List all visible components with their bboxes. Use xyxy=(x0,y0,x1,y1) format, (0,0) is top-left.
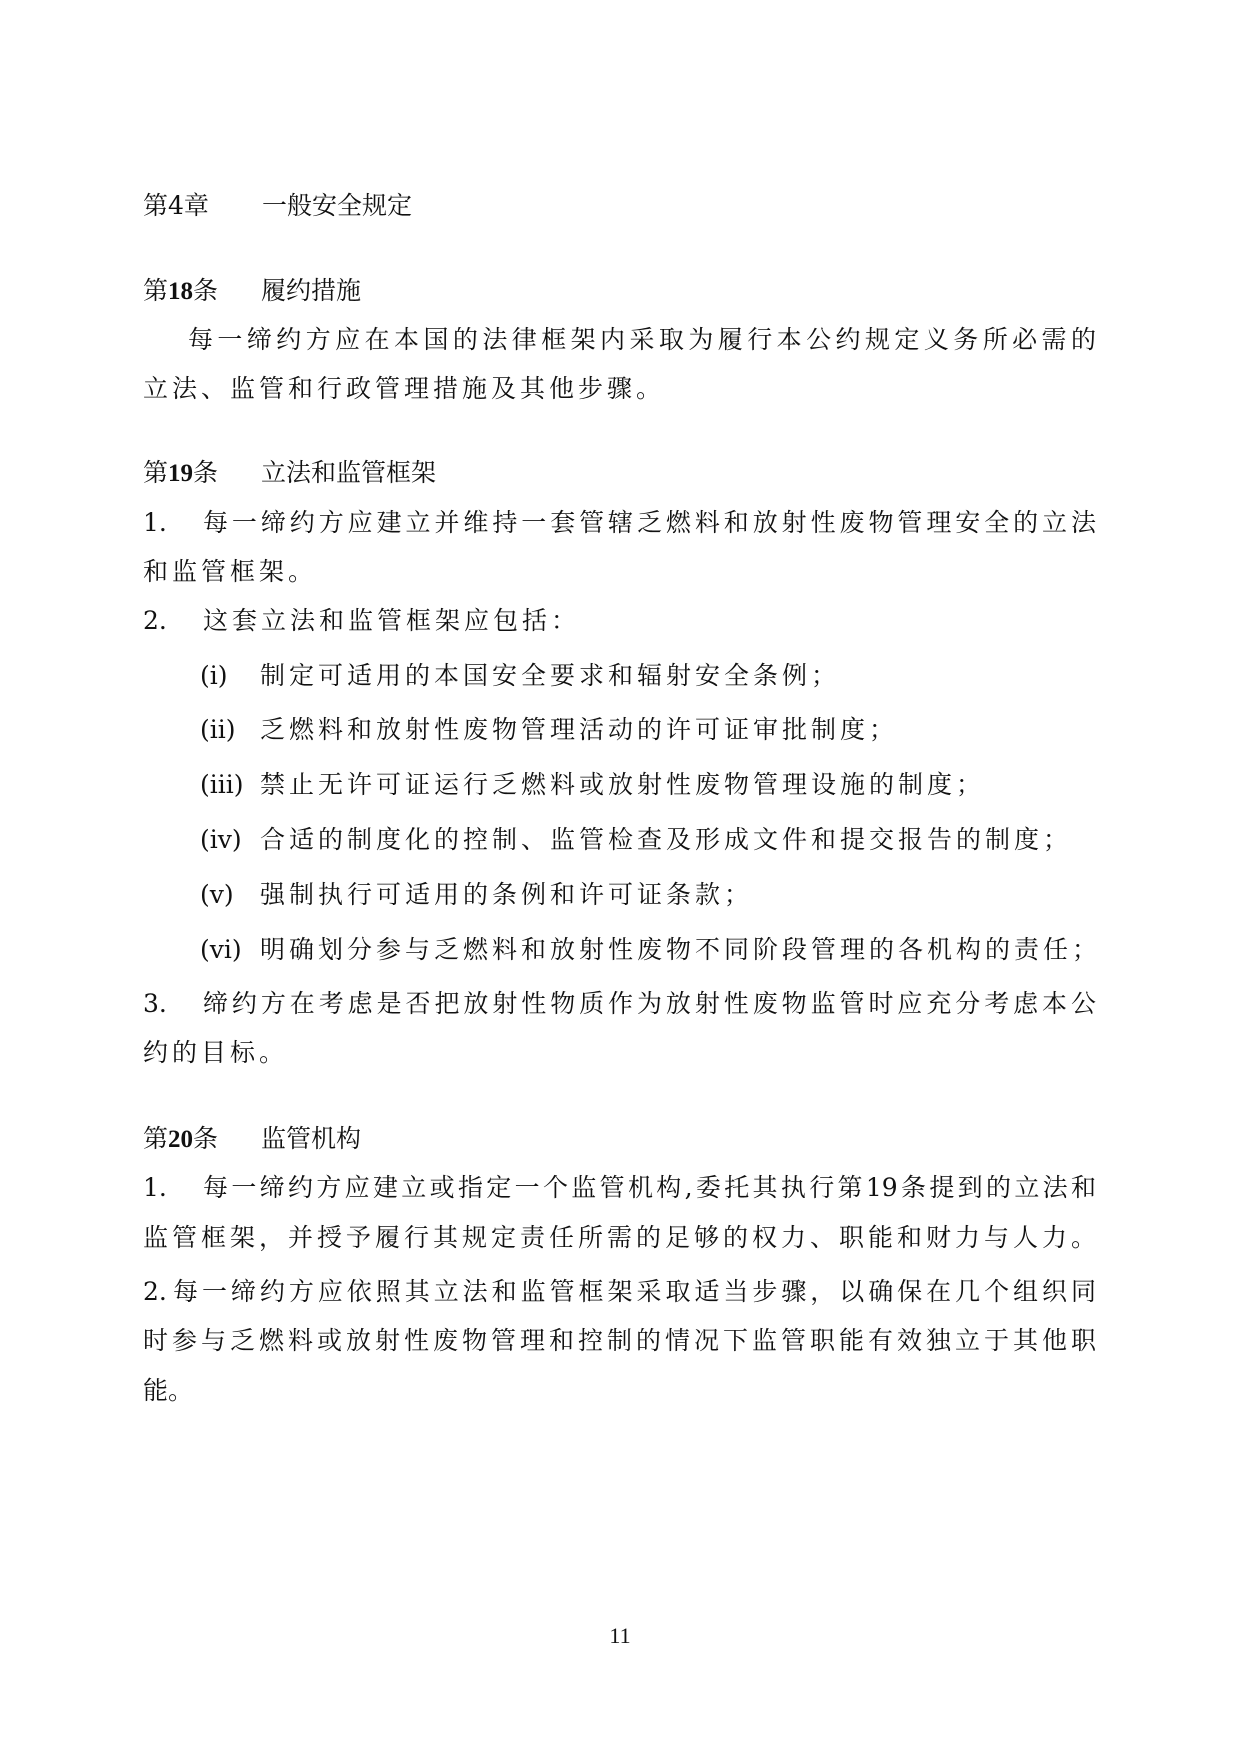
article-19-title: 立法和监管框架 xyxy=(261,458,437,487)
article-20-para-2-line-2: 时参与乏燃料或放射性废物管理和控制的情况下监管职能有效独立于其他职 xyxy=(143,1326,1096,1355)
para-marker: 3. xyxy=(143,989,167,1018)
chapter-number: 第4章 xyxy=(143,191,209,220)
chapter-title: 一般安全规定 xyxy=(262,191,413,220)
list-marker: (vi) xyxy=(200,935,242,964)
para-marker: 1. xyxy=(143,1173,167,1202)
article-20-number: 第20条 xyxy=(143,1124,219,1153)
list-marker: (v) xyxy=(200,880,234,909)
list-text: 强制执行可适用的条例和许可证条款； xyxy=(260,880,754,909)
article-19-heading xyxy=(143,456,437,491)
chapter-heading xyxy=(143,189,413,223)
list-marker: (iii) xyxy=(200,770,244,799)
para-text: 这套立法和监管框架应包括： xyxy=(203,606,581,635)
article-18-heading xyxy=(143,274,362,309)
article-20-para-1-line-2: 监管框架，并授予履行其规定责任所需的足够的权力、职能和财力与人力。 xyxy=(143,1223,1096,1252)
list-marker: (iv) xyxy=(200,825,242,854)
article-20-para-2-line-3: 能。 xyxy=(143,1376,194,1405)
para-marker: 1. xyxy=(143,508,167,537)
article-20-heading xyxy=(143,1122,362,1157)
list-text: 合适的制度化的控制、监管检查及形成文件和提交报告的制度； xyxy=(260,825,1073,854)
list-text: 乏燃料和放射性废物管理活动的许可证审批制度； xyxy=(260,715,899,744)
article-18-title: 履约措施 xyxy=(261,276,362,305)
article-18-number: 第18条 xyxy=(143,276,219,305)
para-text: 每一缔约方应建立并维持一套管辖乏燃料和放射性废物管理安全的立法 xyxy=(203,508,1096,537)
article-19-para-3-line-2: 约的目标。 xyxy=(143,1038,289,1067)
article-20-title: 监管机构 xyxy=(261,1124,362,1153)
list-marker: (ii) xyxy=(200,715,236,744)
list-text: 制定可适用的本国安全要求和辐射安全条例； xyxy=(260,661,841,690)
article-19-number: 第19条 xyxy=(143,458,219,487)
article-19-para-1-line-2: 和监管框架。 xyxy=(143,557,318,586)
list-marker: (i) xyxy=(200,661,228,690)
para-text: 每一缔约方应建立或指定一个监管机构,委托其执行第19条提到的立法和 xyxy=(203,1173,1096,1202)
list-text: 明确划分参与乏燃料和放射性废物不同阶段管理的各机构的责任； xyxy=(260,935,1102,964)
para-text: 每一缔约方应依照其立法和监管框架采取适当步骤，以确保在几个组织同 xyxy=(173,1277,1096,1306)
para-text: 缔约方在考虑是否把放射性物质作为放射性废物监管时应充分考虑本公 xyxy=(203,989,1096,1018)
article-18-text-line-2: 立法、监管和行政管理措施及其他步骤。 xyxy=(143,374,666,403)
list-text: 禁止无许可证运行乏燃料或放射性废物管理设施的制度； xyxy=(260,770,986,799)
para-marker: 2. xyxy=(143,1277,167,1306)
article-18-text-line-1: 每一缔约方应在本国的法律框架内采取为履行本公约规定义务所必需的 xyxy=(188,325,1096,354)
para-marker: 2. xyxy=(143,606,167,635)
page-number: 11 xyxy=(609,1623,631,1648)
